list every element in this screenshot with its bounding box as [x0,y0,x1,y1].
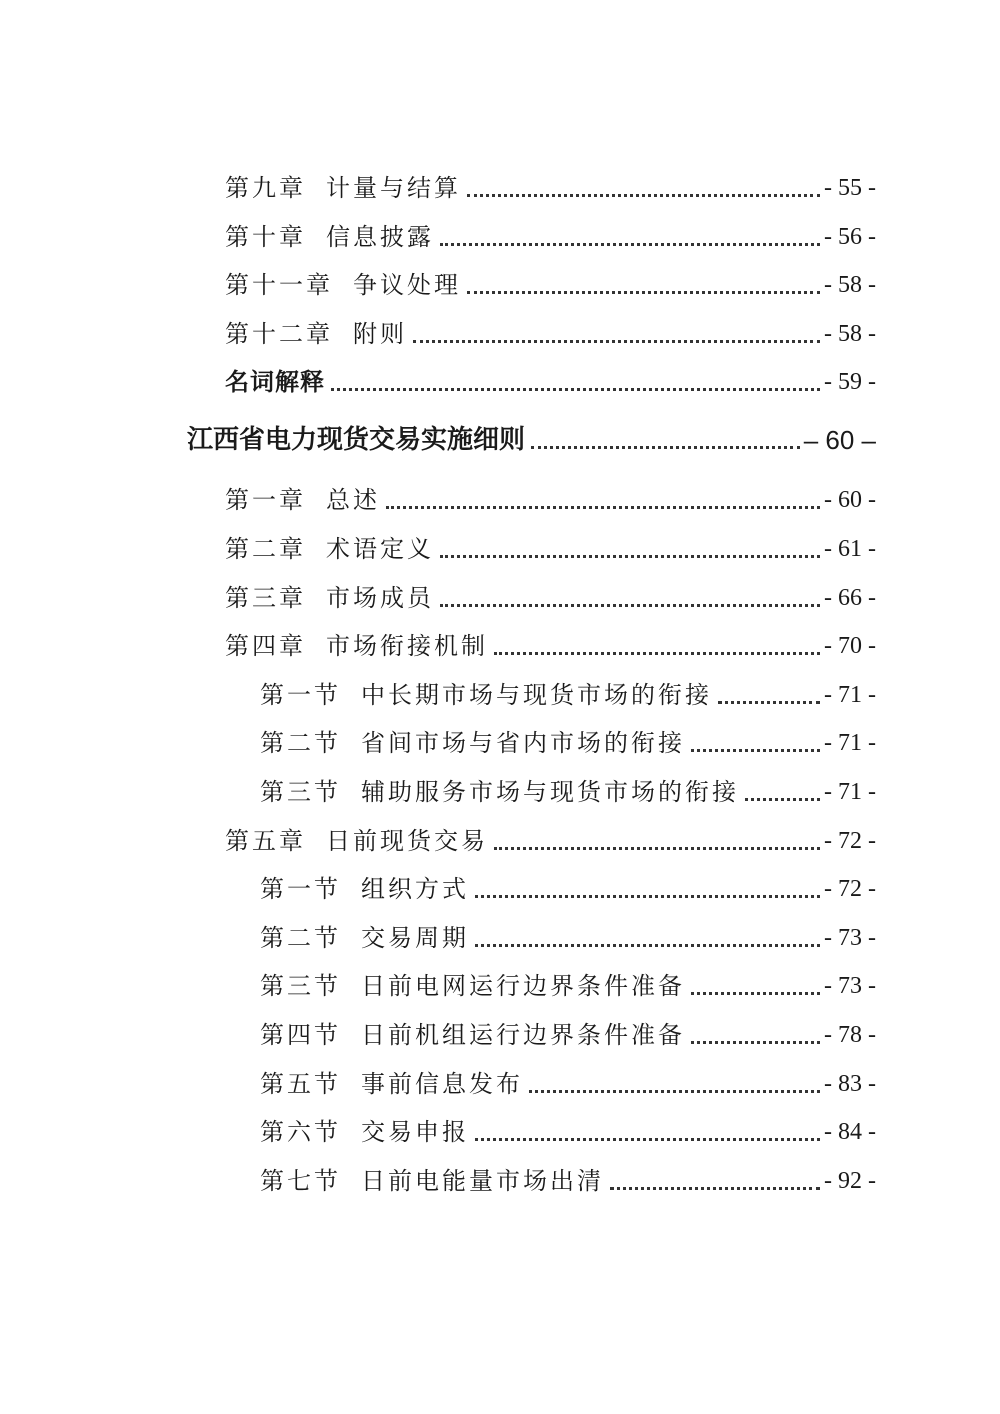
toc-title: 日前电网运行边界条件准备 [361,972,685,1000]
toc-section-label: 第三节 [260,972,341,1000]
toc-entry-chapter-5[interactable] [225,823,876,859]
toc-entry-ch4-section-1[interactable] [260,677,876,713]
toc-section-label: 第二节 [260,729,341,757]
dot-leader [691,1041,820,1044]
toc-chapter-label: 第三章 [225,584,306,612]
toc-title: 省间市场与省内市场的衔接 [361,729,685,757]
dot-leader [718,701,820,704]
toc-page-number: - 92 - [824,1168,876,1194]
toc-page-number: - 58 - [824,321,876,347]
toc-title: 计量与结算 [326,174,461,202]
toc-chapter-label: 第九章 [225,174,306,202]
dot-leader [691,992,820,995]
dot-leader [440,604,820,607]
toc-title: 交易申报 [361,1118,469,1146]
toc-page-number: - 59 - [824,369,876,395]
toc-chapter-label: 第十二章 [225,320,333,348]
toc-title: 争议处理 [353,271,461,299]
toc-chapter-label: 第五章 [225,827,306,855]
toc-title: 日前现货交易 [326,827,488,855]
dot-leader [475,895,820,898]
toc-chapter-label: 名词解释 [225,367,325,396]
toc-chapter-label: 第十一章 [225,271,333,299]
dot-leader [440,243,820,246]
toc-title: 术语定义 [326,535,434,563]
toc-title: 中长期市场与现货市场的衔接 [361,681,712,709]
toc-entry-ch5-section-6[interactable] [260,1114,876,1150]
toc-page-number: - 73 - [824,925,876,951]
dot-leader [745,798,820,801]
toc-page-number: - 55 - [824,175,876,201]
toc-section-label: 第六节 [260,1118,341,1146]
toc-section-heading: 江西省电力现货交易实施细则 [187,425,526,455]
dot-leader [331,388,820,391]
toc-entry-chapter-10[interactable] [225,219,876,255]
toc-title: 日前电能量市场出清 [361,1167,604,1195]
toc-page-number: - 61 - [824,536,876,562]
toc-entry-chapter-4[interactable] [225,628,876,664]
toc-entry-ch4-section-3[interactable] [260,774,876,810]
toc-entry-ch5-section-2[interactable] [260,920,876,956]
toc-page-number: - 56 - [824,224,876,250]
toc-entry-chapter-2[interactable] [225,531,876,567]
dot-leader [413,340,820,343]
toc-entry-chapter-3[interactable] [225,580,876,616]
toc-page-number: - 71 - [824,779,876,805]
toc-title: 附则 [353,320,407,348]
toc-entry-glossary[interactable] [225,364,876,400]
toc-entry-ch5-section-3[interactable] [260,968,876,1004]
toc-title: 事前信息发布 [361,1070,523,1098]
toc-chapter-label: 第二章 [225,535,306,563]
toc-section-label: 第五节 [260,1070,341,1098]
toc-section-label: 第一节 [260,681,341,709]
dot-leader [494,652,820,655]
dot-leader [467,291,820,294]
toc-chapter-label: 第四章 [225,632,306,660]
toc-page-number: - 58 - [824,272,876,298]
toc-section-label: 第七节 [260,1167,341,1195]
toc-title: 市场衔接机制 [326,632,488,660]
toc-page-number: - 66 - [824,585,876,611]
toc-page-number: – 60 – [803,425,876,455]
dot-leader [494,847,820,850]
toc-page-number: - 78 - [824,1022,876,1048]
toc-page-number: - 70 - [824,633,876,659]
toc-entry-chapter-1[interactable] [225,482,876,518]
dot-leader [529,1090,820,1093]
dot-leader [531,446,800,449]
toc-entry-ch4-section-2[interactable] [260,725,876,761]
dot-leader [386,506,820,509]
toc-entry-chapter-9[interactable] [225,170,876,206]
toc-title: 信息披露 [326,223,434,251]
toc-page-number: - 73 - [824,973,876,999]
toc-entry-chapter-12[interactable] [225,316,876,352]
dot-leader [467,194,820,197]
toc-page-number: - 83 - [824,1071,876,1097]
dot-leader [440,555,820,558]
toc-title: 辅助服务市场与现货市场的衔接 [361,778,739,806]
toc-entry-ch5-section-5[interactable] [260,1066,876,1102]
toc-chapter-label: 第一章 [225,486,306,514]
toc-page-number: - 71 - [824,730,876,756]
toc-chapter-label: 第十章 [225,223,306,251]
dot-leader [691,749,820,752]
toc-page-number: - 71 - [824,682,876,708]
dot-leader [475,944,820,947]
toc-title: 组织方式 [361,875,469,903]
toc-title: 总述 [326,486,380,514]
toc-title: 交易周期 [361,924,469,952]
toc-title: 日前机组运行边界条件准备 [361,1021,685,1049]
toc-section-label: 第三节 [260,778,341,806]
toc-entry-ch5-section-4[interactable] [260,1017,876,1053]
toc-entry-chapter-11[interactable] [225,267,876,303]
toc-section-label: 第一节 [260,875,341,903]
dot-leader [610,1187,820,1190]
toc-section-label: 第二节 [260,924,341,952]
toc-entry-ch5-section-7[interactable] [260,1163,876,1199]
toc-entry-ch5-section-1[interactable] [260,871,876,907]
toc-page-number: - 60 - [824,487,876,513]
dot-leader [475,1138,820,1141]
toc-page-number: - 72 - [824,828,876,854]
toc-section-label: 第四节 [260,1021,341,1049]
toc-page-number: - 84 - [824,1119,876,1145]
toc-entry-implementation-rules[interactable] [187,422,876,458]
toc-title: 市场成员 [326,584,434,612]
toc-page-number: - 72 - [824,876,876,902]
